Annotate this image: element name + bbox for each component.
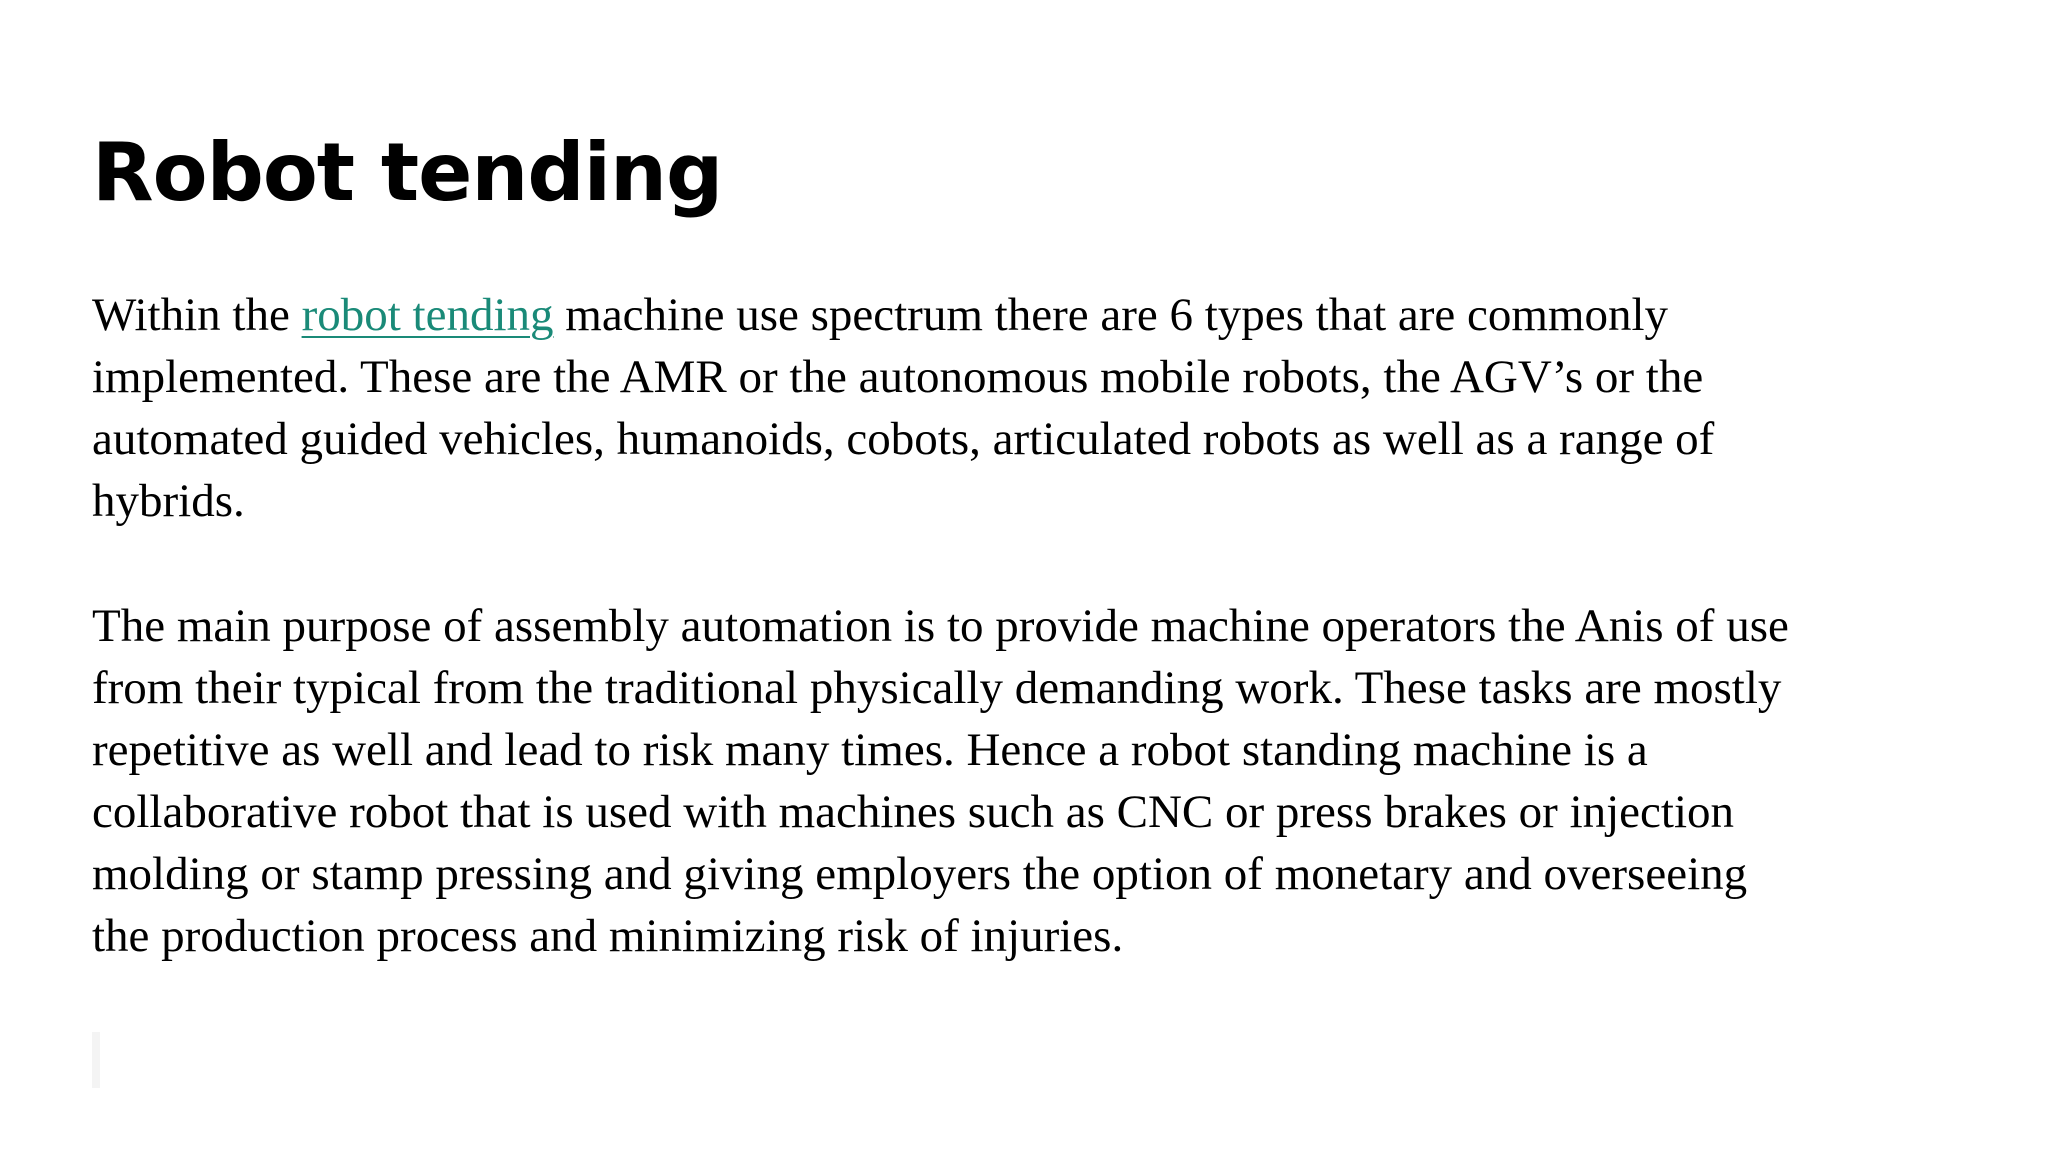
slide-title: Robot tending [92,126,723,219]
paragraph-line: automated guided vehicles, humanoids, cobots, articulated robots as well as a range of [92,413,1715,465]
paragraph-line [92,284,2012,346]
paragraph-line: from their typical from the traditional physically demanding work. These tasks are mostly [92,662,1782,714]
paragraph-line: the production process and minimizing risk of injuries. [92,910,1124,962]
paragraph-line: repetitive as well and lead to risk many times. Hence a robot standing machine is a [92,724,1648,776]
paragraph-text: Within the [92,289,302,341]
paragraph-line: hybrids. [92,475,245,527]
paragraph-text: machine use spectrum there are 6 types that are commonly [553,289,1669,341]
paragraph-line: The main purpose of assembly automation is to provide machine operators the Anis of use [92,600,1789,652]
paragraph-line: collaborative robot that is used with machines such as CNC or press brakes or injection [92,786,1735,838]
robot-tending-link[interactable]: robot tending [301,289,554,341]
empty-text-placeholder [92,1032,100,1088]
paragraph-line: implemented. These are the AMR or the autonomous mobile robots, the AGV’s or the [92,351,1704,403]
paragraph-robot-types [92,284,2012,532]
paragraph-line: molding or stamp pressing and giving employers the option of monetary and overseeing [92,848,1748,900]
paragraph-assembly-automation [92,595,2012,967]
